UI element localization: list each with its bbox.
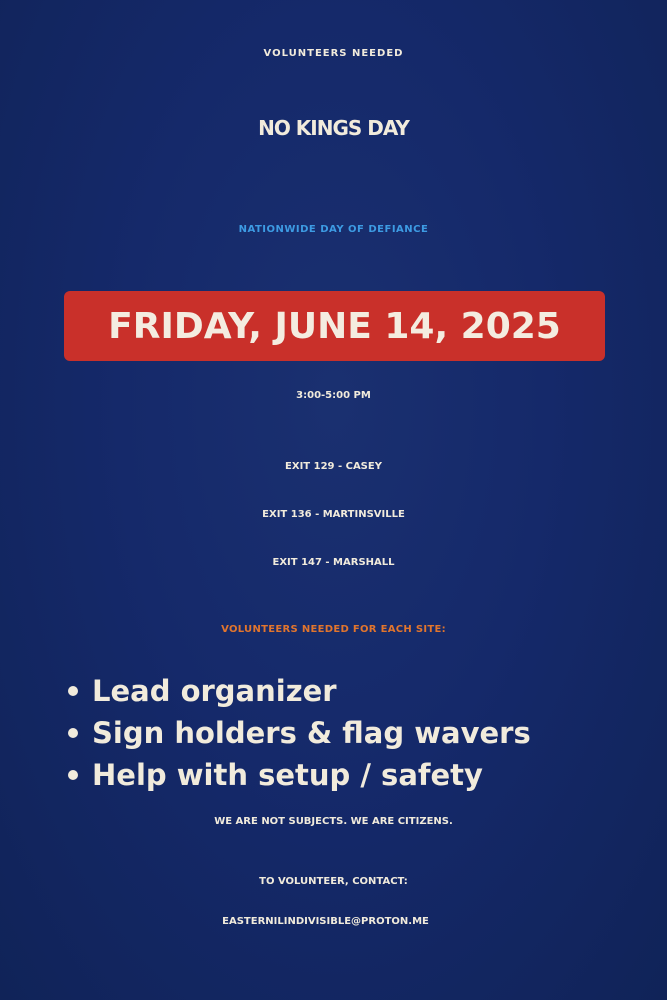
- slogan: WE ARE NOT SUBJECTS. WE ARE CITIZENS.: [214, 816, 453, 827]
- exit-location: EXIT 136 - MARTINSVILLE: [262, 509, 405, 520]
- headline: NO KINGS DAY: [258, 116, 409, 140]
- contact-email: EASTERNILINDIVISIBLE@PROTON.ME: [222, 916, 429, 927]
- list-item-label: Sign holders & flag wavers: [92, 716, 531, 750]
- list-item: [68, 670, 531, 712]
- subhead: NATIONWIDE DAY OF DEFIANCE: [238, 224, 429, 235]
- event-date: FRIDAY, JUNE 14, 2025: [108, 305, 561, 347]
- exit-location: EXIT 129 - CASEY: [285, 461, 382, 472]
- bullet-icon: [68, 686, 78, 696]
- needs-title: VOLUNTEERS NEEDED FOR EACH SITE:: [221, 624, 446, 635]
- event-time: 3:00-5:00 PM: [296, 390, 371, 401]
- needs-list: [68, 670, 531, 796]
- list-item: [68, 754, 531, 796]
- bullet-icon: [68, 770, 78, 780]
- date-badge: [64, 291, 605, 361]
- kicker-text: VOLUNTEERS NEEDED: [263, 48, 404, 59]
- contact-label: TO VOLUNTEER, CONTACT:: [259, 876, 408, 887]
- exit-location: EXIT 147 - MARSHALL: [272, 557, 395, 568]
- list-item-label: Lead organizer: [92, 674, 337, 708]
- list-item: [68, 712, 531, 754]
- list-item-label: Help with setup / safety: [92, 758, 483, 792]
- bullet-icon: [68, 728, 78, 738]
